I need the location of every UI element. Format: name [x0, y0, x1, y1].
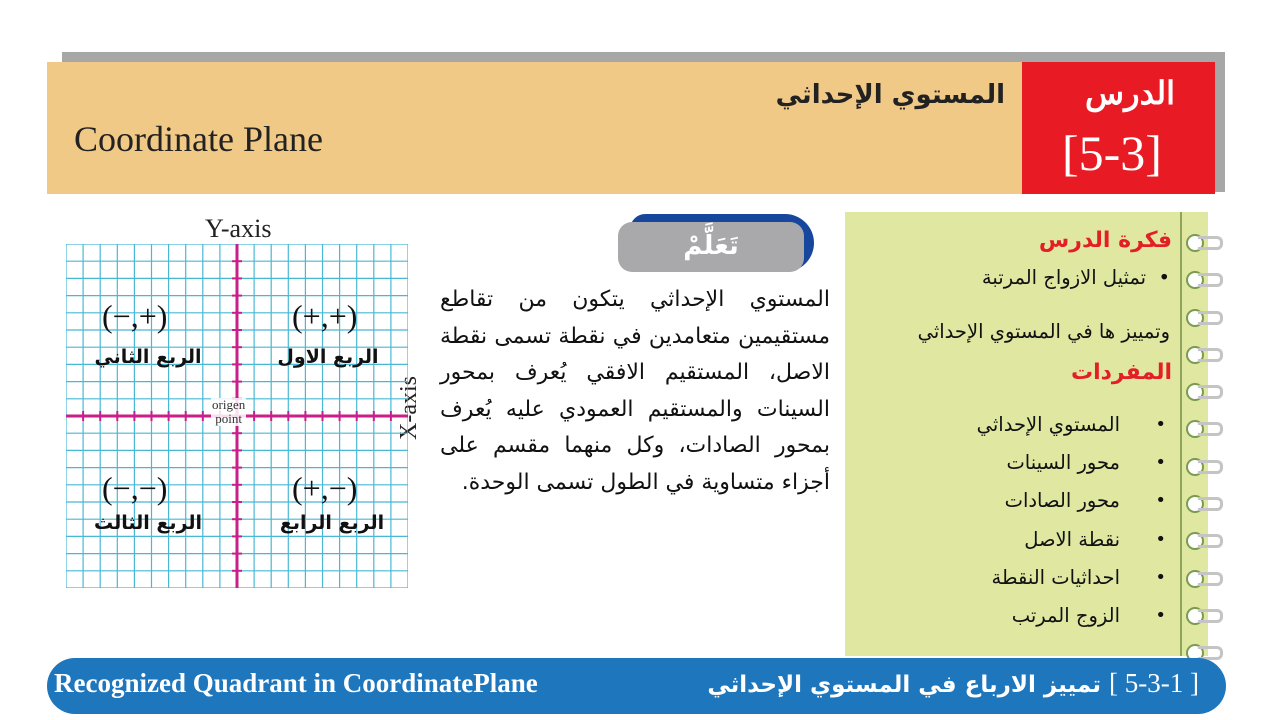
lesson-word: الدرس [1085, 74, 1175, 112]
ring-icon [1184, 338, 1228, 375]
origin-label [211, 398, 246, 426]
vocab-item: • محور السينات [880, 446, 1172, 484]
lesson-number: [5-3] [1062, 125, 1162, 181]
origin-label-line1: origen [212, 397, 246, 412]
notebook-rings [1184, 226, 1228, 674]
quadrant-1-name: الربع الاول [277, 346, 379, 368]
footer-bar [47, 658, 1226, 714]
lesson-idea-title: فكرة الدرس [1038, 228, 1172, 253]
ring-icon [1184, 375, 1228, 412]
origin-label-line2: point [215, 411, 242, 426]
lesson-idea-line-2: وتمييز ها في المستوي الإحداثي [917, 320, 1170, 343]
lesson-idea-text-1: تمثيل الازواج المرتبة [981, 266, 1147, 289]
vocab-item: • نقطة الاصل [880, 523, 1172, 561]
lesson-badge [1022, 62, 1215, 194]
vocabulary-title: المفردات [1070, 360, 1172, 385]
vocab-item: • الزوج المرتب [880, 599, 1172, 637]
footer-arabic-text: تمييز الارباع في المستوي الإحداثي [707, 672, 1101, 698]
quadrant-4-signs: (+,−) [292, 470, 358, 506]
ring-icon [1184, 487, 1228, 524]
quadrant-1-signs: (+,+) [292, 298, 358, 334]
vocab-item: • محور الصادات [880, 484, 1172, 522]
quadrant-4-name: الربع الرابع [279, 512, 385, 534]
ring-icon [1184, 301, 1228, 338]
footer-english: Recognized Quadrant in CoordinatePlane [54, 668, 538, 698]
ring-icon [1184, 599, 1228, 636]
ring-icon [1184, 524, 1228, 561]
x-axis-label: X-axis [396, 376, 422, 440]
footer-code: [ 5-3-1 ] [1109, 668, 1199, 698]
quadrant-2-signs: (−,+) [102, 298, 168, 334]
vocabulary-list [880, 408, 1172, 637]
ring-icon [1184, 263, 1228, 300]
ring-icon [1184, 450, 1228, 487]
footer-arabic [707, 668, 1199, 699]
y-axis-label: Y-axis [205, 214, 272, 243]
quadrant-2-name: الربع الثاني [94, 346, 202, 368]
vocab-item: • المستوي الإحداثي [880, 408, 1172, 446]
title-english: Coordinate Plane [74, 119, 323, 159]
vocab-item: • احداثيات النقطة [880, 561, 1172, 599]
ring-icon [1184, 562, 1228, 599]
quadrant-3-name: الربع الثالث [94, 512, 202, 534]
ring-icon [1184, 226, 1228, 263]
notebook-margin-line [1180, 212, 1182, 656]
quadrant-3-signs: (−,−) [102, 470, 168, 506]
learn-badge: تَعَلَّمْ [618, 222, 804, 272]
title-arabic: المستوي الإحداثي [775, 80, 1005, 110]
bullet-icon: • [1146, 266, 1170, 289]
lesson-idea-line-1 [982, 266, 1170, 289]
lesson-explanation: المستوي الإحداثي يتكون من تقاطع مستقيمين متعامدين في نقطة تسمى نقطة الاصل، المستقيم الافقي يُعرف بمحور السينات والمستقيم العمودي عليه يُعرف بمحور الصادات، وكل منهما مقسم على أجزاء متساوية في الطول تسمى الوحدة. [440, 287, 830, 495]
ring-icon [1184, 412, 1228, 449]
